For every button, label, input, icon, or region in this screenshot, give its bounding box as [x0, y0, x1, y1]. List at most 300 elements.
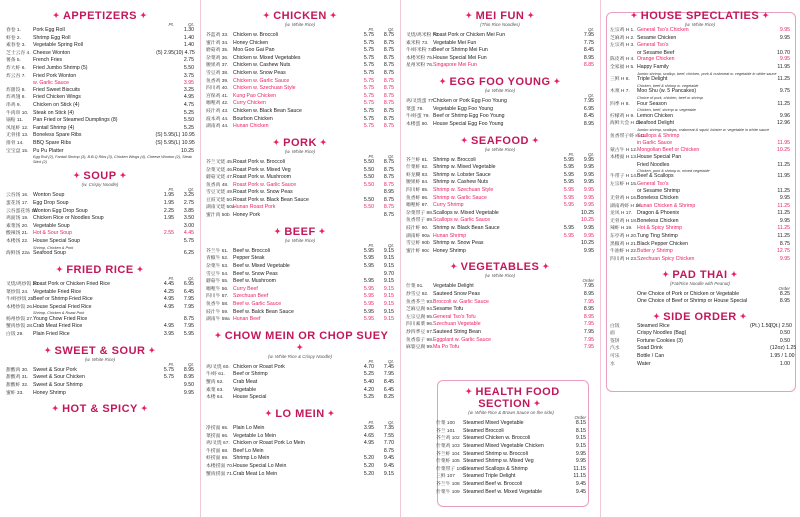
menu-item	[6, 382, 194, 390]
menu-item	[610, 101, 790, 109]
item-price-quart: 7.95	[583, 283, 594, 290]
item-name: Water	[637, 360, 651, 367]
item-code: 鱼香牛 58.	[206, 301, 229, 307]
menu-item	[436, 451, 586, 459]
menu-item	[206, 463, 394, 471]
section-subtitle: (w. White Rice)	[484, 146, 516, 152]
item-code: 湖南鸡 44.	[206, 124, 229, 130]
item-name: Wonton Soup	[33, 192, 65, 199]
section-title	[406, 76, 594, 88]
item-price-quart: 8.75	[383, 70, 394, 77]
item-price-quart: 10.25	[581, 217, 594, 224]
item-code: 杂菜牛 53.	[206, 263, 229, 269]
menu-item	[6, 35, 194, 43]
item-price-pint: 4.20	[363, 386, 374, 393]
item-price-quart: 9.50	[183, 381, 194, 388]
chili-pepper-icon: ✦	[460, 135, 469, 145]
column-meifun-seafood-veg	[406, 4, 594, 352]
menu-item	[406, 248, 594, 256]
menu-item	[610, 291, 790, 298]
item-name: House Special Pan	[637, 154, 682, 161]
menu-item	[436, 466, 586, 474]
item-name: Steamed Triple Delight	[463, 473, 516, 480]
item-price-quart: 10.25	[581, 240, 594, 247]
section-subtitle: (Thin Rice Noodles)	[480, 22, 520, 28]
item-price-quart: 7.95	[183, 296, 194, 303]
item-name: Black Pepper Chicken	[637, 240, 689, 247]
item-name: Singapore Mei Fun	[433, 62, 477, 69]
item-price-pint: 4.70	[363, 363, 374, 370]
item-price-quart: 5.75	[183, 238, 194, 245]
item-code: 炸云吞 7.	[6, 73, 26, 79]
item-name: Hunan Roast Pork	[233, 204, 276, 211]
menu-item	[6, 323, 194, 331]
item-name: Happy Family	[637, 64, 669, 71]
item-name: Steamed Mixed Vegetable	[463, 420, 524, 427]
item-code: 湖南虾 90a	[406, 233, 430, 239]
item-name: Chicken w. Szechuan Style	[233, 85, 296, 92]
item-code: 本楼米粉 75.	[406, 55, 434, 61]
section-title-text: CHOW MEIN OR CHOP SUEY	[224, 329, 389, 342]
column-meats-noodles	[206, 4, 394, 478]
price-header-quart: Qt.	[387, 419, 394, 425]
item-price-quart: 8.75	[383, 77, 394, 84]
chili-pepper-icon: ✦	[450, 262, 458, 272]
menu-item	[406, 225, 594, 233]
menu-item	[610, 353, 795, 361]
item-name: Steamed Chicken w. Broccoli	[463, 435, 531, 442]
item-code: 咖哩鸡 42.	[206, 101, 229, 107]
item-name: Chicken Rice or Noodles Soup	[33, 215, 104, 222]
item-price-quart: 8.45	[583, 113, 594, 120]
item-name: Steamed Shrimp w. Broccoli	[463, 450, 528, 457]
item-price-quart: 5.95	[183, 331, 194, 338]
item-price-pint: 5.95	[563, 171, 574, 178]
menu-item	[6, 192, 194, 200]
price-header-pint: Pt.	[168, 361, 174, 367]
item-code: 四川虾 85.	[406, 188, 429, 193]
item-code: 素菜汤 20.	[6, 223, 29, 229]
item-price-quart: 11.15	[573, 473, 586, 480]
item-price-quart: 8.75	[383, 123, 394, 130]
menu-item	[206, 433, 394, 441]
chili-pepper-icon: ✦	[762, 11, 770, 21]
menu-item	[610, 225, 790, 233]
section-note: Shrimp, Chicken & Roast Pork	[33, 311, 85, 316]
item-price-quart: 0.50	[779, 337, 790, 344]
menu-item	[206, 93, 394, 101]
menu-item	[206, 387, 394, 395]
menu-item	[6, 65, 194, 73]
item-price-quart: 8.85	[583, 62, 594, 69]
item-code: 牛/虾米粉 74.	[406, 48, 435, 54]
menu-item	[6, 374, 194, 382]
item-price-quart: 9.15	[575, 435, 586, 442]
item-code: 鱼香鸡 39.	[206, 78, 229, 84]
menu-item	[206, 364, 394, 372]
section-subtitle: (w. Crispy Noodle)	[81, 182, 119, 188]
section-title	[206, 330, 394, 354]
menu-item	[6, 94, 194, 102]
menu-item	[610, 338, 790, 346]
item-price-quart: 7.95	[583, 98, 594, 105]
item-code: 蜜汁鸡 34.	[206, 40, 229, 46]
item-price-pint: 1.95	[163, 200, 174, 207]
item-code: 雪豆叉烧 49.	[206, 190, 234, 196]
item-code: 牛/虾蛋 79.	[406, 114, 430, 120]
item-name: Sweet & Sour Pork	[33, 366, 77, 373]
price-header-quart: Qt.	[387, 153, 394, 159]
menu-item	[436, 420, 586, 428]
item-code: 湖南牛 59a	[206, 317, 230, 323]
item-code: 什菜鸡 103	[436, 443, 460, 449]
item-price-quart: 8.75	[383, 62, 394, 69]
menu-item	[610, 361, 790, 369]
menu-item	[610, 120, 790, 128]
item-code: 蛋花汤 17.	[6, 201, 29, 207]
item-price-quart: 3.00	[183, 222, 194, 229]
item-price-pint: 5.95	[363, 308, 374, 315]
menu-item	[6, 148, 194, 156]
item-name: Chicken w. Snow Peas	[233, 70, 286, 77]
item-code: 蜜汁肉 50b	[206, 213, 230, 219]
menu-item	[610, 241, 790, 249]
item-price-quart: 9.15	[383, 247, 394, 254]
price-header-quart: Qt.	[387, 358, 394, 364]
price-header-pint: Pt.	[168, 275, 174, 281]
menu-item	[610, 256, 790, 264]
item-price-quart: 8.75	[183, 315, 194, 322]
price-header-pint: Pt.	[168, 22, 174, 28]
menu-item	[6, 87, 194, 95]
item-price-quart: 9.70	[383, 270, 394, 277]
menu-item	[610, 27, 790, 35]
item-note: Jumbo shrimp, scallops, crabmeat & squid, lobster w. vegetable in white sauce	[637, 128, 770, 132]
menu-item	[6, 331, 194, 339]
menu-item	[436, 443, 586, 451]
item-name: Shrimp w. Black Bean Sauce	[433, 224, 500, 231]
item-code: 酸辣汤 21.	[6, 231, 29, 237]
item-price-quart: 8.75	[383, 85, 394, 92]
menu-item	[206, 301, 394, 309]
section-title	[6, 345, 194, 357]
item-name: Young Chow Fried Rice	[33, 315, 88, 322]
item-name: Roast Pork w. Mushroom	[233, 174, 291, 181]
item-code: 炒雪豆 92.	[406, 292, 429, 298]
menu-item	[6, 296, 194, 304]
item-code: 芥兰牛 51.	[206, 248, 229, 254]
item-price-quart: 9.95	[583, 232, 594, 239]
item-code: 湖南叉烧 50a	[206, 205, 235, 211]
section-title-text: FRIED RICE	[66, 263, 134, 276]
item-code: 鸡/叉烧 67.	[206, 441, 230, 447]
menu-item	[406, 314, 594, 322]
item-name: Wonton Egg Drop Soup	[33, 207, 88, 214]
item-code: 四川鸡 40.	[206, 86, 229, 92]
menu-item	[206, 108, 394, 116]
item-price-quart: 0.50	[779, 330, 790, 337]
menu-item	[406, 210, 594, 218]
item-code: 芥兰牛 108	[436, 481, 460, 487]
item-price-quart: 3.75	[183, 72, 194, 79]
item-price-pint: 4.95	[163, 323, 174, 330]
menu-item	[6, 208, 194, 216]
chili-pepper-icon: ✦	[653, 311, 661, 321]
chili-pepper-icon: ✦	[136, 264, 144, 274]
item-name: or Sesame Beef	[637, 49, 675, 56]
section-title	[6, 170, 194, 182]
item-name: Sesame Chicken	[637, 34, 677, 41]
item-price-pint: 5.95	[563, 179, 574, 186]
item-name: Vegetable Fried Rice	[33, 288, 82, 295]
item-name: Fortune Cookies (3)	[637, 337, 683, 344]
item-price-pint: 5.75	[363, 70, 374, 77]
item-price-quart: 2.75	[183, 200, 194, 207]
menu-item	[6, 125, 194, 133]
menu-item	[6, 223, 194, 231]
price-header-quart: Qt.	[187, 275, 194, 281]
menu-item	[6, 200, 194, 208]
item-price-quart: 3.25	[183, 86, 194, 93]
item-code: 串鸡 9.	[6, 103, 21, 109]
item-name: General Tso's	[637, 42, 669, 49]
menu-item	[206, 167, 394, 175]
menu-item	[206, 248, 394, 256]
item-code: 无骨鸡 H 18.	[610, 218, 638, 224]
item-code: 蘑菇叉烧 47.	[206, 175, 234, 181]
item-code: 菜捞面 66.	[206, 433, 229, 439]
item-name: House Special Soup	[33, 238, 81, 245]
item-name: House Special Egg Foo Young	[433, 120, 504, 127]
item-price-quart: 11.25	[777, 210, 790, 217]
item-code: 豆豉叉烧 50.	[206, 197, 234, 203]
item-price-quart: 6.45	[383, 386, 394, 393]
item-price-pint: 5.75	[163, 374, 174, 381]
menu-item	[206, 78, 394, 86]
item-price-quart: 8.95	[183, 366, 194, 373]
menu-item	[6, 42, 194, 50]
item-price-quart: 8.95	[583, 306, 594, 313]
menu-item	[6, 289, 194, 297]
item-code: 蟹肉捞面 71.	[206, 471, 234, 477]
item-price-quart: 7.95	[583, 32, 594, 39]
item-price-pint: 5.95	[363, 262, 374, 269]
item-price-quart: 8.75	[383, 204, 394, 211]
item-code: 辣虾 H 19.	[610, 226, 633, 232]
menu-item	[206, 85, 394, 93]
item-name: One Choice of Beef or Shrimp or House Special	[637, 297, 748, 304]
item-name: Shrimp w. Lobster Sauce	[433, 171, 491, 178]
item-name: Hunan Chicken	[233, 123, 269, 130]
menu-item	[406, 106, 594, 114]
item-price-quart: 11.95	[777, 140, 790, 147]
section-title	[206, 408, 394, 420]
chili-pepper-icon: ✦	[44, 345, 52, 355]
item-price-pint: 5.95	[363, 255, 374, 262]
item-name: Vegetable Soup	[33, 222, 70, 229]
item-name: Scallops & Shrimp	[637, 132, 680, 139]
section-subtitle: (w. White Rice)	[84, 356, 116, 362]
section-subtitle: (w. White Rice)	[284, 22, 316, 28]
item-price-pint: 5.75	[363, 47, 374, 54]
menu-item	[6, 57, 194, 65]
item-name: Eggplant w. Garlic Sauce	[433, 336, 491, 343]
item-price-pint: 2.55	[163, 230, 174, 237]
item-code: 面	[610, 331, 615, 337]
item-price-quart: 12.96	[777, 120, 790, 127]
item-price-pint: 5.50	[363, 158, 374, 165]
item-code: 芝麻豆腐 94.	[406, 307, 434, 313]
section-title-text: SWEET & SOUR	[54, 344, 146, 357]
item-price-quart: 1.40	[183, 34, 194, 41]
item-code: 蟹肉 62.	[206, 380, 224, 386]
item-note: Chicken, beef, shrimp w. vegetable	[637, 108, 696, 113]
item-price-quart: 1.00	[779, 360, 790, 367]
item-name: Beef w. Mixed Vegetable	[233, 262, 290, 269]
item-name: Vegetable Mei Fun	[433, 39, 477, 46]
item-price-quart: 9.15	[383, 255, 394, 262]
price-header-pint: Pt.	[168, 187, 174, 193]
item-price-quart: 9.95	[575, 458, 586, 465]
section-subtitle: (w. White Rice)	[484, 88, 516, 94]
item-price-pint: 1.95	[163, 215, 174, 222]
item-name: Bottle / Can	[637, 353, 665, 360]
item-price-pint: 5.95	[563, 202, 574, 209]
item-price-quart: 9.95	[583, 194, 594, 201]
item-name: Beef w. Snow Peas	[233, 270, 278, 277]
menu-item	[6, 250, 194, 258]
menu-item	[6, 140, 194, 148]
menu-item	[406, 233, 594, 241]
item-name: Beef or Shrimp Mei Fun	[433, 47, 488, 54]
item-code: 排骨 14.	[6, 141, 24, 146]
price-header-pint: Pt.	[368, 27, 374, 33]
item-price-quart: 8.75	[383, 54, 394, 61]
item-price-quart: 11.25	[777, 76, 790, 83]
chili-pepper-icon: ✦	[214, 330, 222, 340]
menu-item	[6, 110, 194, 118]
item-name: Roast Pork w. Black Bean Sauce	[233, 196, 309, 203]
item-price-quart: 9.95	[779, 34, 790, 41]
menu-item	[406, 299, 594, 307]
item-code: 本楼炒饭 26.	[6, 304, 34, 310]
item-price-pint: 5.75	[363, 85, 374, 92]
section-title-text: VEGETABLES	[460, 261, 540, 274]
item-code: 素米粉 73.	[406, 40, 429, 46]
item-code: 炸甜饺 8.	[6, 87, 26, 93]
menu-item	[436, 481, 586, 489]
item-name: Sauteed String Bean	[433, 329, 481, 335]
item-code: 甜酸虾 32.	[6, 382, 29, 388]
menu-item	[6, 367, 194, 375]
menu-item	[406, 32, 594, 40]
item-price-quart: 6.95	[183, 280, 194, 287]
menu-item	[206, 100, 394, 108]
item-price-quart: 8.75	[383, 174, 394, 181]
item-name: Roast Pork w. Snow Peas	[233, 189, 293, 196]
item-price-pint: 5.75	[363, 54, 374, 61]
item-name: Hunan Shrimp	[433, 232, 467, 239]
item-price-quart: 8.75	[383, 39, 394, 46]
item-name: Fried Chicken Wings	[33, 94, 81, 101]
item-code: 鸡/叉烧 60.	[206, 364, 230, 370]
section-title	[436, 386, 586, 410]
item-code: 雪豆鸡 38.	[206, 71, 229, 77]
price-header-pint	[554, 278, 574, 283]
item-name: Curry Chicken	[233, 100, 266, 107]
menu-item	[406, 291, 594, 299]
menu-item	[206, 62, 394, 70]
item-price-quart: 8.95	[583, 54, 594, 61]
item-name: Crab Meat	[233, 379, 258, 386]
menu-item	[206, 197, 394, 205]
menu-item	[610, 203, 790, 211]
item-code: 什菜 91.	[406, 284, 424, 290]
item-code: 牛/虾炒饭 25.	[6, 297, 35, 303]
item-name: Beef Lo Mein	[233, 447, 264, 454]
item-code: 水	[610, 361, 615, 367]
section-title-text: HOT & SPICY	[62, 403, 138, 416]
chili-pepper-icon: ✦	[327, 408, 335, 418]
item-code: 湖南鸡虾 H 16.	[610, 203, 642, 209]
price-header-pint: Pt.	[368, 153, 374, 159]
menu-item	[610, 210, 790, 218]
chili-pepper-icon: ✦	[52, 11, 60, 21]
menu-item	[206, 316, 394, 324]
menu-item	[610, 188, 790, 195]
item-price-pint: 5.75	[363, 123, 374, 130]
chili-pepper-icon: ✦	[553, 77, 561, 87]
price-header-quart: Order	[574, 415, 586, 421]
item-price-quart: 8.75	[383, 158, 394, 165]
menu-item	[6, 304, 194, 312]
item-name: Beef w. Balck Bean Sauce	[233, 308, 294, 315]
item-price-quart: 11.25	[777, 188, 790, 195]
price-header-pint: Pt.	[568, 151, 574, 157]
item-price-pint: 2.25	[163, 207, 174, 214]
item-name: Sweet & Sour Shrimp	[33, 381, 83, 388]
item-code: 雪豆牛 54.	[206, 271, 229, 277]
menu-item	[206, 286, 394, 294]
menu-item	[610, 345, 797, 353]
item-price-quart: 9.95	[583, 179, 594, 186]
item-code: 虾卷 2.	[6, 35, 21, 41]
item-name: Honey Chicken	[233, 39, 269, 46]
item-code: 四川鸡 H 23.	[610, 256, 638, 262]
item-price-quart: 7.95	[583, 329, 594, 335]
item-code: 芥兰虾 104	[436, 451, 460, 457]
menu-item	[206, 123, 394, 131]
item-code: 黑椒鸡 H 21.	[610, 241, 638, 247]
item-code: 鸡面汤 19.	[6, 216, 29, 222]
item-price-pint: 5.75	[163, 366, 174, 373]
section-subtitle: (w. White Rice)	[484, 273, 516, 279]
menu-item	[610, 50, 790, 57]
item-name: Plain Lo Mein	[233, 424, 265, 431]
item-price-quart: 5.25	[183, 109, 194, 116]
item-price-quart: (12oz) 1.25	[770, 345, 797, 352]
item-name: Beef & Scallops	[637, 173, 674, 180]
item-price-quart: 8.95	[583, 120, 594, 127]
item-code: 杂菜带子 88.	[406, 210, 434, 216]
price-header-pint	[554, 93, 574, 98]
health-section	[436, 380, 586, 496]
item-name: Pan Fried or Steamed Dumplings (8)	[33, 117, 118, 124]
section-subtitle: (w. White Rice)	[284, 148, 316, 154]
item-price-quart: (L) 10.95	[174, 140, 195, 146]
item-price-pint: 5.95	[363, 247, 374, 254]
item-name: Shrimp w. Szechuan Style	[433, 187, 494, 193]
